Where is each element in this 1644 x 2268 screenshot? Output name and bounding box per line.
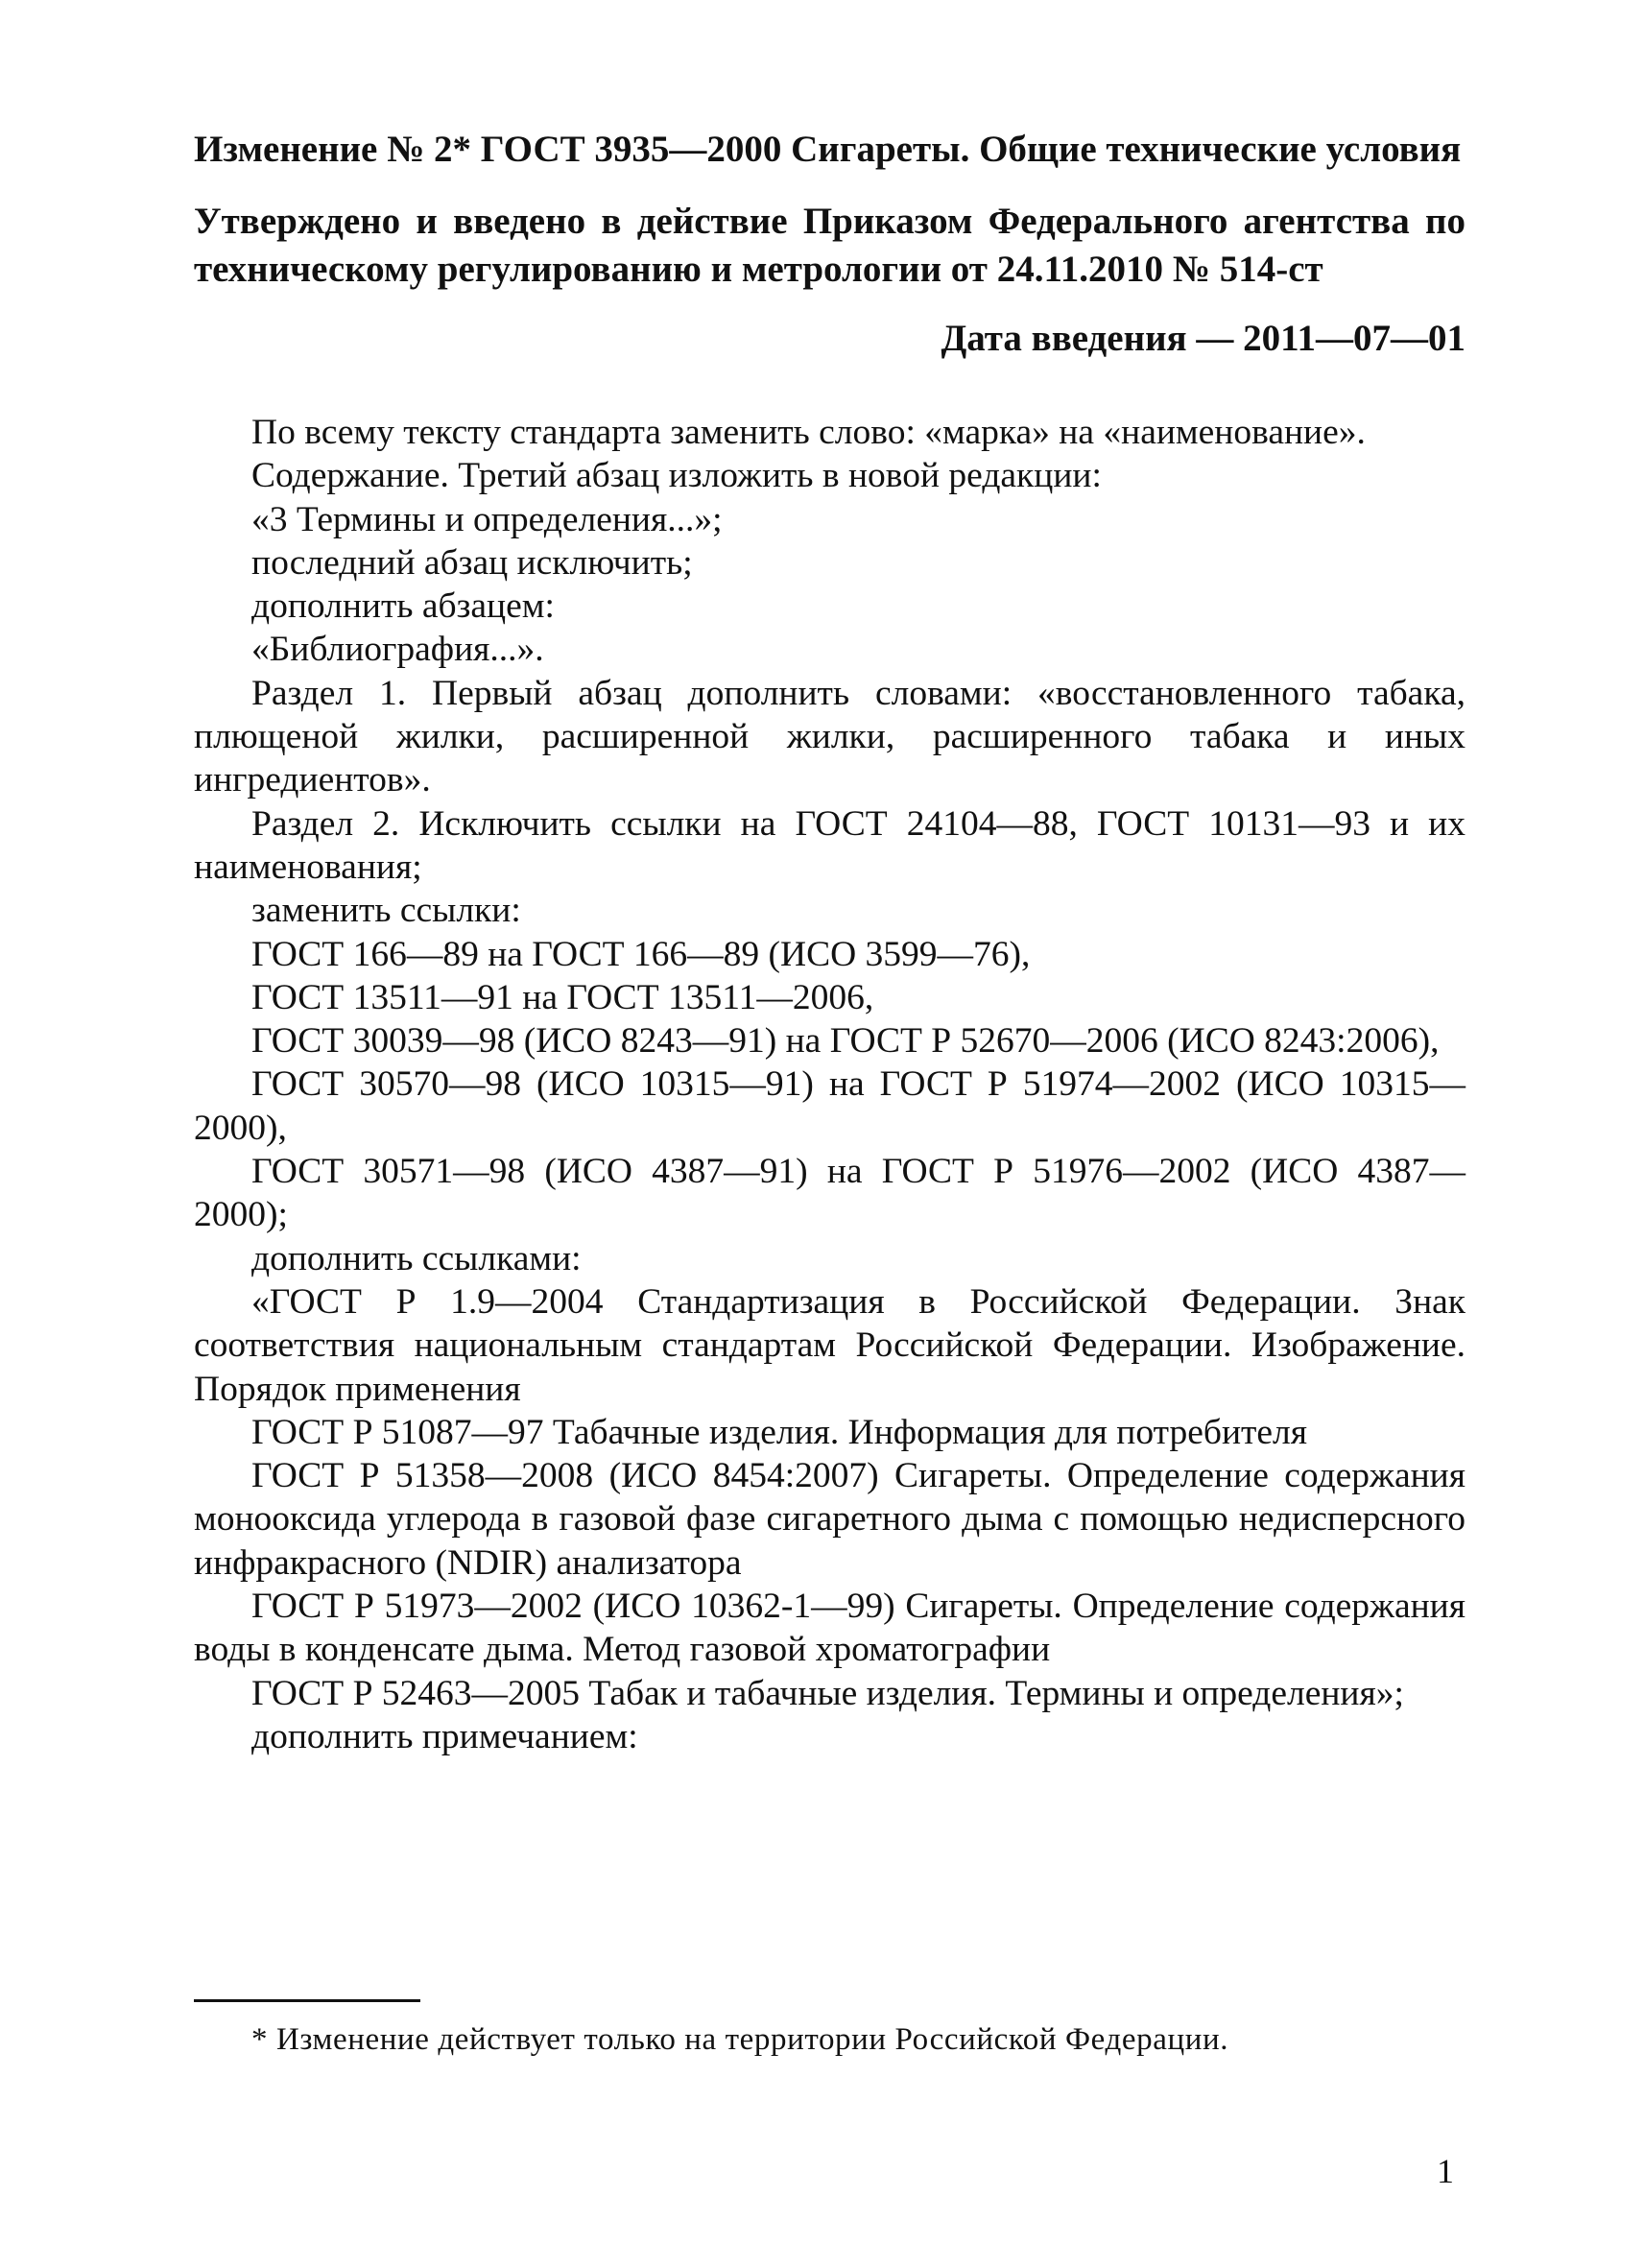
document-body xyxy=(194,411,1465,1758)
paragraph: ГОСТ Р 52463—2005 Табак и табачные изделия. Термины и определения»; xyxy=(251,1673,1404,1713)
paragraph: ГОСТ Р 51358—2008 (ИСО 8454:2007) Сигареты. Определение содержания монооксида углерода в газовой фазе сигаретного дыма с помощью недисперсного инфракрасного (NDIR) анализатора xyxy=(194,1456,1465,1583)
paragraph: «ГОСТ Р 1.9—2004 Стандартизация в Российской Федерации. Знак соответствия национальным стандартам Российской Федерации. Изображение. Порядок применения xyxy=(194,1281,1465,1409)
footnote-divider xyxy=(194,1999,420,2002)
paragraph: заменить ссылки: xyxy=(251,891,521,931)
paragraph: дополнить примечанием: xyxy=(251,1716,638,1756)
paragraph: ГОСТ Р 51087—97 Табачные изделия. Информация для потребителя xyxy=(251,1412,1308,1452)
paragraph: ГОСТ 166—89 на ГОСТ 166—89 (ИСО 3599—76), xyxy=(251,934,1031,974)
paragraph: ГОСТ 13511—91 на ГОСТ 13511—2006, xyxy=(251,977,874,1017)
paragraph: По всему тексту стандарта заменить слово: «марка» на «наименование». xyxy=(251,413,1366,452)
paragraph: Содержание. Третий абзац изложить в новой редакции: xyxy=(251,456,1102,496)
paragraph: Раздел 1. Первый абзац дополнить словами: «восстановленного табака, плющеной жилки, расширенной жилки, расширенного табака и иных ингредиентов». xyxy=(194,673,1465,800)
paragraph: «Библиография...». xyxy=(251,630,544,670)
document-title: Изменение № 2* ГОСТ 3935—2000 Сигареты. Общие технические условия xyxy=(194,129,1462,170)
paragraph: Раздел 2. Исключить ссылки на ГОСТ 24104—88, ГОСТ 10131—93 и их наименования; xyxy=(194,803,1465,887)
footnote: * Изменение действует только на территории Российской Федерации. xyxy=(251,2022,1229,2057)
approval-statement: Утверждено и введено в действие Приказом Федерального агентства по техническому регулированию и метрологии от 24.11.2010 № 514-ст xyxy=(194,201,1465,290)
document-page xyxy=(194,125,1465,1758)
paragraph: «3 Термины и определения...»; xyxy=(251,499,723,539)
paragraph: ГОСТ 30570—98 (ИСО 10315—91) на ГОСТ Р 51974—2002 (ИСО 10315—2000), xyxy=(194,1064,1465,1148)
paragraph: дополнить абзацем: xyxy=(251,586,555,627)
paragraph: дополнить ссылками: xyxy=(251,1238,582,1278)
paragraph: ГОСТ Р 51973—2002 (ИСО 10362-1—99) Сигареты. Определение содержания воды в конденсате дыма. Метод газовой хроматографии xyxy=(194,1587,1465,1670)
introduction-date: Дата введения — 2011—07—01 xyxy=(941,318,1465,359)
paragraph: ГОСТ 30571—98 (ИСО 4387—91) на ГОСТ Р 51976—2002 (ИСО 4387—2000); xyxy=(194,1152,1465,1235)
paragraph: последний абзац исключить; xyxy=(251,542,693,583)
page-number: 1 xyxy=(1437,2152,1454,2190)
paragraph: ГОСТ 30039—98 (ИСО 8243—91) на ГОСТ Р 52670—2006 (ИСО 8243:2006), xyxy=(251,1021,1440,1062)
